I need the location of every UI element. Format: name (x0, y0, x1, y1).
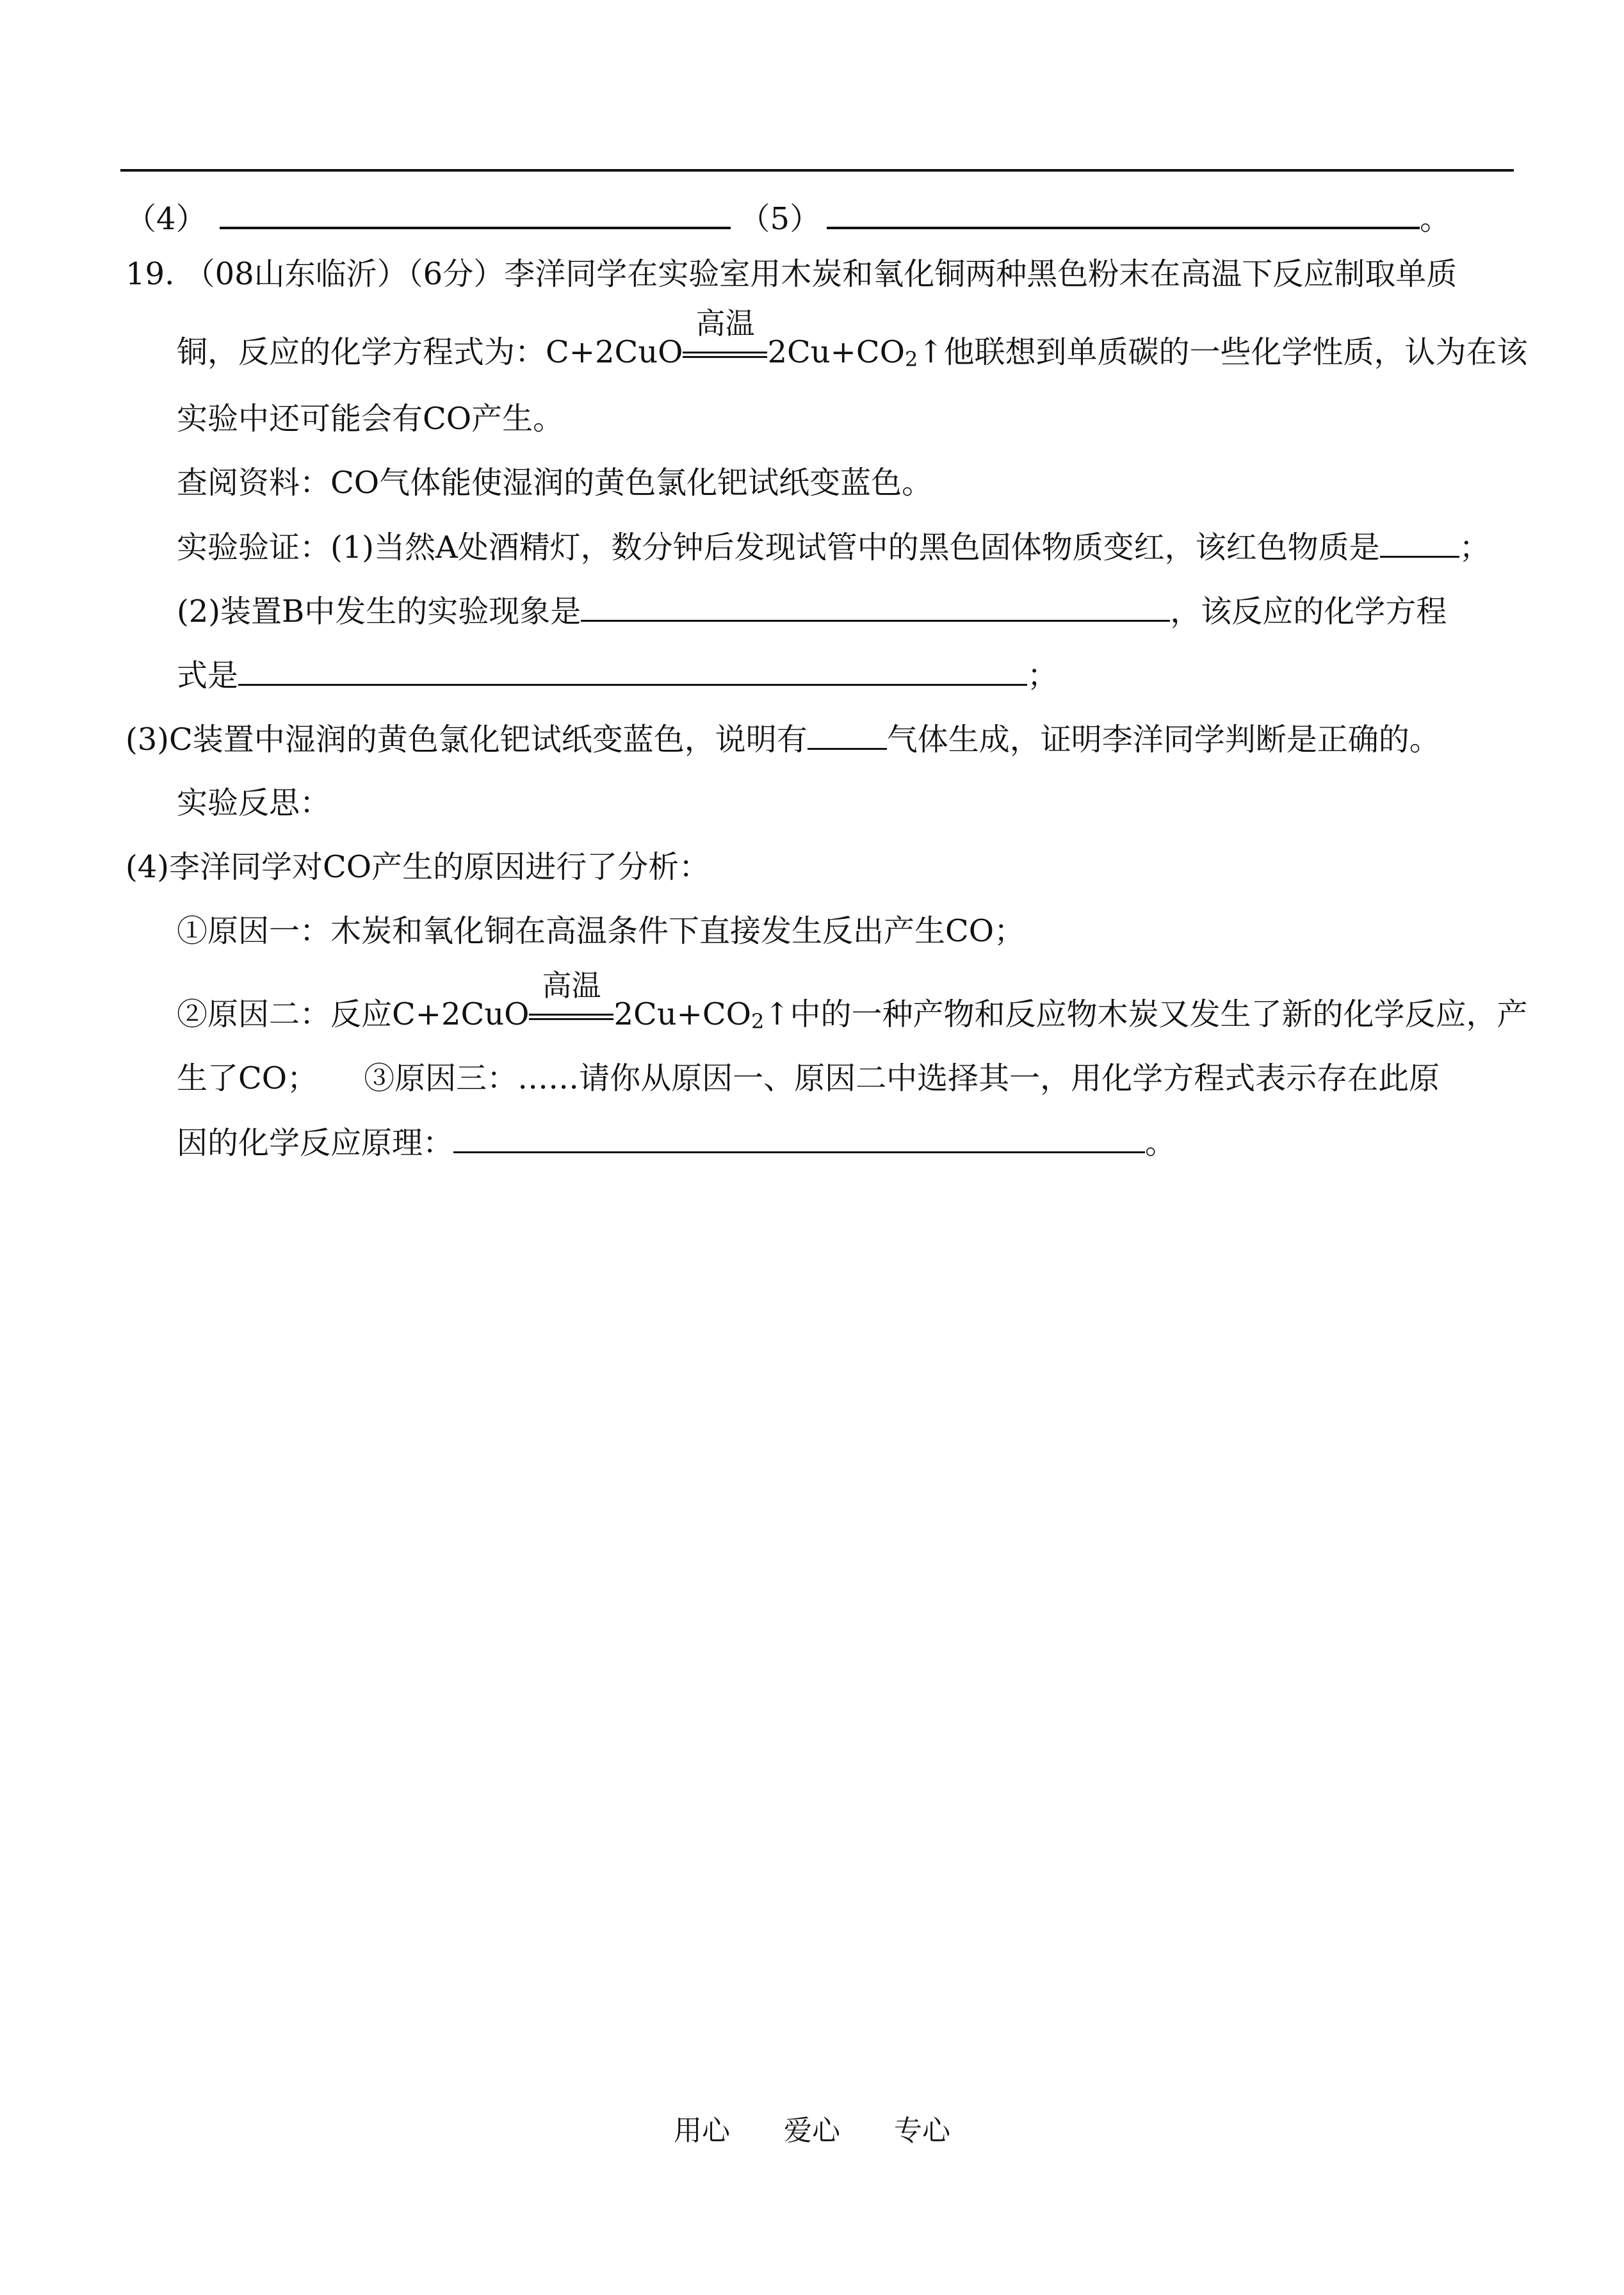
reason-2-line-2: 生了CO； ③原因三：……请你从原因一、原因二中选择其一，用化学方程式表示存在此原 (177, 1060, 1440, 1096)
verify-2-label: 式是 (177, 658, 239, 693)
equation-suffix: ↑他联想到单质碳的一些化学性质，认为在该 (918, 334, 1528, 370)
answer-blank-5[interactable] (827, 199, 1420, 229)
verify-2-line (177, 592, 1447, 631)
subscript-2-b: 2 (751, 1009, 765, 1034)
reason-2-end: 。 (1145, 1125, 1176, 1161)
answer-blank-phenomenon[interactable] (581, 592, 1170, 622)
reflection-heading: 实验反思： (177, 785, 331, 821)
reaction-condition (683, 306, 767, 371)
item-5-label: （5） (739, 201, 821, 237)
reason-2-product: 2Cu+CO (613, 996, 751, 1032)
answer-blank-principle[interactable] (453, 1123, 1145, 1153)
equals-bar (683, 352, 767, 358)
verify-2-end: ； (1027, 658, 1059, 693)
header-rule (120, 169, 1514, 172)
verify-3-tail: 气体生成，证明李洋同学判断是正确的。 (886, 722, 1440, 758)
answer-blank-4[interactable] (220, 199, 731, 229)
condition-label-2: 高温 (542, 968, 601, 1003)
reflection-4-line: (4)李洋同学对CO产生的原因进行了分析： (126, 849, 710, 885)
page-footer (0, 2113, 1624, 2149)
reason-2-label: 因的化学反应原理： (177, 1125, 454, 1161)
end-mark: 。 (1420, 201, 1451, 237)
subscript-2: 2 (904, 347, 918, 371)
question-19-lead: 19. （08山东临沂）（6分）李洋同学在实验室用木炭和氧化铜两种黑色粉末在高温下反应制取单质 (126, 256, 1458, 292)
verify-3-line (126, 720, 1440, 759)
equation-product: 2Cu+CO (767, 334, 905, 370)
reason-2-prefix: ②原因二：反应C+2CuO (177, 996, 530, 1032)
verify-3-text: (3)C装置中湿润的黄色氯化钯试纸变蓝色，说明有 (126, 722, 808, 758)
answer-blank-red-substance[interactable] (1380, 528, 1459, 558)
reason-1-line: ①原因一：木炭和氧化铜在高温条件下直接发生反出产生CO； (177, 913, 1025, 949)
item-4-label: （4） (126, 201, 207, 237)
footer-text-3: 专心 (894, 2114, 950, 2147)
condition-label: 高温 (695, 306, 755, 341)
reaction-condition-2 (529, 968, 613, 1034)
verify-2-text: (2)装置B中发生的实验现象是 (177, 594, 581, 629)
verify-1-text: 实验验证：(1)当然A处酒精灯，数分钟后发现试管中的黑色固体物质变红，该红色物质是 (177, 530, 1380, 565)
reaction-equation-line (177, 306, 1528, 371)
question-19-line-3: 实验中还可能会有CO产生。 (177, 401, 564, 437)
verify-2-tail: ，该反应的化学方程 (1170, 594, 1447, 629)
verify-1-end: ； (1459, 530, 1490, 565)
equation-prefix: 铜，反应的化学方程式为：C+2CuO (177, 334, 683, 370)
answer-line-4-5 (126, 199, 1450, 238)
research-line: 查阅资料：CO气体能使湿润的黄色氯化钯试纸变蓝色。 (177, 465, 933, 501)
answer-blank-gas[interactable] (808, 720, 887, 750)
reason-2-suffix: ↑中的一种产物和反应物木炭又发生了新的化学反应，产 (764, 996, 1528, 1032)
reason-2-line-3 (177, 1123, 1176, 1162)
footer-text-1: 用心 (674, 2114, 730, 2147)
answer-blank-equation-b[interactable] (238, 656, 1027, 686)
footer-text-2: 爱心 (784, 2114, 840, 2147)
verify-1-line (177, 528, 1490, 567)
reason-2-line (177, 968, 1528, 1034)
verify-2-line-2 (177, 656, 1058, 695)
equals-bar-2 (529, 1014, 613, 1020)
